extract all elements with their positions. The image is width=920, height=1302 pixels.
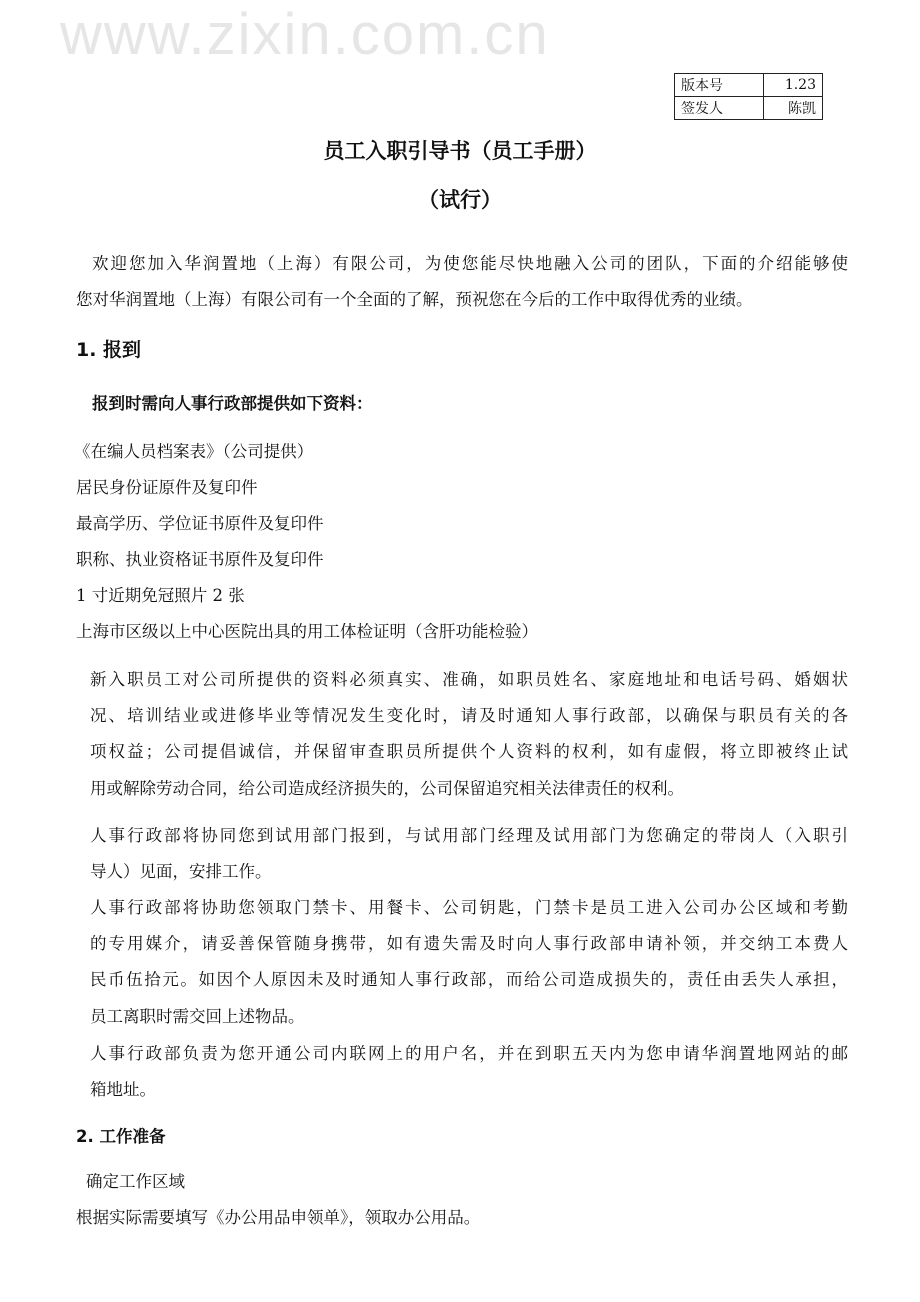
text-line: 居民身份证原件及复印件 [76, 478, 258, 497]
text-line: 人事行政部负责为您开通公司内联网上的用户名，并在到职五天内为您申请华润置地网站的邮 [90, 1044, 848, 1063]
version-table [674, 73, 823, 120]
text-line: 职称、执业资格证书原件及复印件 [76, 550, 324, 569]
section-heading: 1. 报到 [76, 339, 142, 361]
text-line: 最高学历、学位证书原件及复印件 [76, 514, 324, 533]
document-subtitle: （试行） [418, 188, 502, 212]
version-label: 版本号 [675, 74, 764, 97]
text-line: 人事行政部将协同您到试用部门报到，与试用部门经理及试用部门为您确定的带岗人（入职引 [90, 826, 848, 845]
text-line: 新入职员工对公司所提供的资料必须真实、准确，如职员姓名、家庭地址和电话号码、婚姻状 [90, 670, 848, 689]
watermark: www.zixin.com.cn [60, 2, 550, 67]
text-line: 项权益；公司提倡诚信，并保留审查职员所提供个人资料的权利，如有虚假，将立即被终止试 [90, 742, 848, 761]
text-line: 您对华润置地（上海）有限公司有一个全面的了解，预祝您在今后的工作中取得优秀的业绩。 [76, 290, 753, 309]
text-line: 人事行政部将协助您领取门禁卡、用餐卡、公司钥匙，门禁卡是员工进入公司办公区域和考勤 [90, 898, 848, 917]
section-heading: 2. 工作准备 [76, 1127, 166, 1146]
document-title: 员工入职引导书（员工手册） [323, 139, 597, 163]
text-line: 根据实际需要填写《办公用品申领单》，领取办公用品。 [76, 1208, 481, 1227]
text-line: 1 寸近期免冠照片 2 张 [76, 586, 245, 605]
text-line: 《在编人员档案表》（公司提供） [74, 442, 314, 461]
text-line: 导人）见面，安排工作。 [90, 862, 272, 881]
text-line: 的专用媒介，请妥善保管随身携带，如有遗失需及时向人事行政部申请补领，并交纳工本费人 [90, 934, 848, 953]
text-line: 上海市区级以上中心医院出具的用工体检证明（含肝功能检验） [76, 622, 538, 641]
issuer-value: 陈凯 [764, 97, 823, 120]
text-line: 用或解除劳动合同，给公司造成经济损失的，公司保留追究相关法律责任的权利。 [90, 779, 684, 798]
issuer-label: 签发人 [675, 97, 764, 120]
version-value: 1.23 [764, 74, 823, 97]
text-line: 员工离职时需交回上述物品。 [90, 1007, 305, 1026]
text-line: 确定工作区域 [86, 1172, 185, 1191]
text-line: 况、培训结业或进修毕业等情况发生变化时，请及时通知人事行政部，以确保与职员有关的各 [90, 706, 848, 725]
text-line: 民币伍拾元。如因个人原因未及时通知人事行政部，而给公司造成损失的，责任由丢失人承担， [90, 970, 848, 989]
text-line: 欢迎您加入华润置地（上海）有限公司，为使您能尽快地融入公司的团队，下面的介绍能够使 [92, 254, 848, 273]
section-heading: 报到时需向人事行政部提供如下资料： [92, 394, 373, 413]
text-line: 箱地址。 [90, 1080, 156, 1099]
